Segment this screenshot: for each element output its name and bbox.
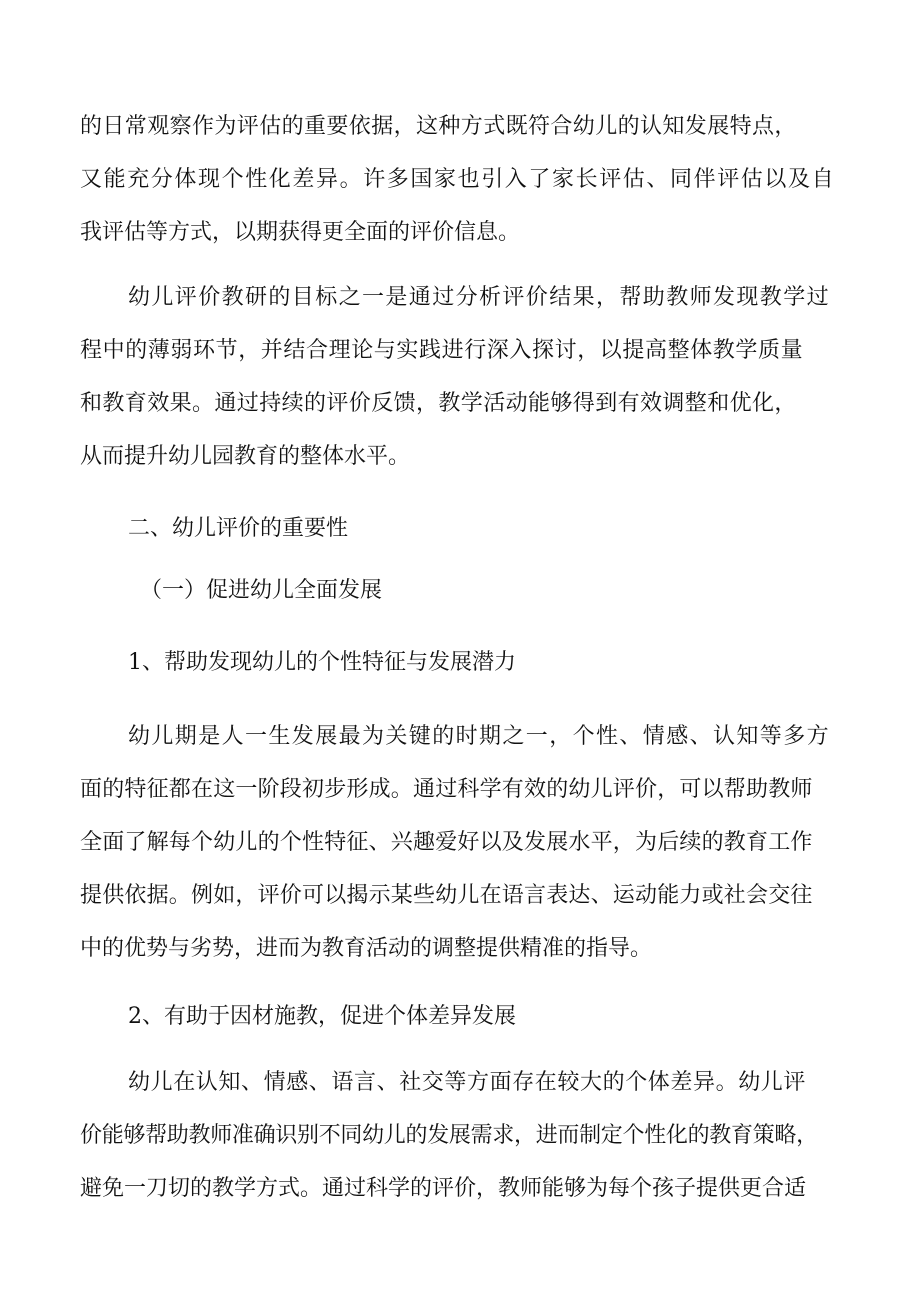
paragraph-3-line-2: 面的特征都在这一阶段初步形成。通过科学有效的幼儿评价，可以帮助教师 <box>80 777 813 802</box>
paragraph-2-line-1: 幼儿评价教研的目标之一是通过分析评价结果，帮助教师发现教学过 <box>128 285 831 310</box>
paragraph-3-line-5: 中的优势与劣势，进而为教育活动的调整提供精准的指导。 <box>80 936 653 961</box>
paragraph-4-line-3: 避免一刀切的教学方式。通过科学的评价，教师能够为每个孩子提供更合适 <box>80 1176 807 1201</box>
item-2-heading: 2、有助于因材施教，促进个体差异发展 <box>128 1004 516 1029</box>
item-1-heading: 1、帮助发现幼儿的个性特征与发展潜力 <box>128 650 516 675</box>
paragraph-3-line-3: 全面了解每个幼儿的个性特征、兴趣爱好以及发展水平，为后续的教育工作 <box>80 830 813 855</box>
paragraph-1-line-2: 又能充分体现个性化差异。许多国家也引入了家长评估、同伴评估以及自 <box>80 167 836 192</box>
paragraph-4-line-1: 幼儿在认知、情感、语言、社交等方面存在较大的个体差异。幼儿评 <box>128 1070 807 1095</box>
paragraph-4-line-2: 价能够帮助教师准确识别不同幼儿的发展需求，进而制定个性化的教育策略， <box>80 1123 818 1148</box>
paragraph-2-line-3: 和教育效果。通过持续的评价反馈，教学活动能够得到有效调整和优化， <box>80 391 797 416</box>
section-heading: 二、幼儿评价的重要性 <box>128 516 349 541</box>
paragraph-2-line-4: 从而提升幼儿园教育的整体水平。 <box>80 444 411 469</box>
paragraph-3-line-1: 幼儿期是人一生发展最为关键的时期之一，个性、情感、认知等多方 <box>128 724 831 749</box>
paragraph-3-line-4: 提供依据。例如，评价可以揭示某些幼儿在语言表达、运动能力或社会交往 <box>80 883 813 908</box>
paragraph-1-line-3: 我评估等方式，以期获得更全面的评价信息。 <box>80 220 521 245</box>
subsection-heading: （一）促进幼儿全面发展 <box>140 578 383 603</box>
paragraph-1-line-1: 的日常观察作为评估的重要依据，这种方式既符合幼儿的认知发展特点， <box>80 114 797 139</box>
paragraph-2-line-2: 程中的薄弱环节，并结合理论与实践进行深入探讨，以提高整体教学质量 <box>80 338 804 363</box>
